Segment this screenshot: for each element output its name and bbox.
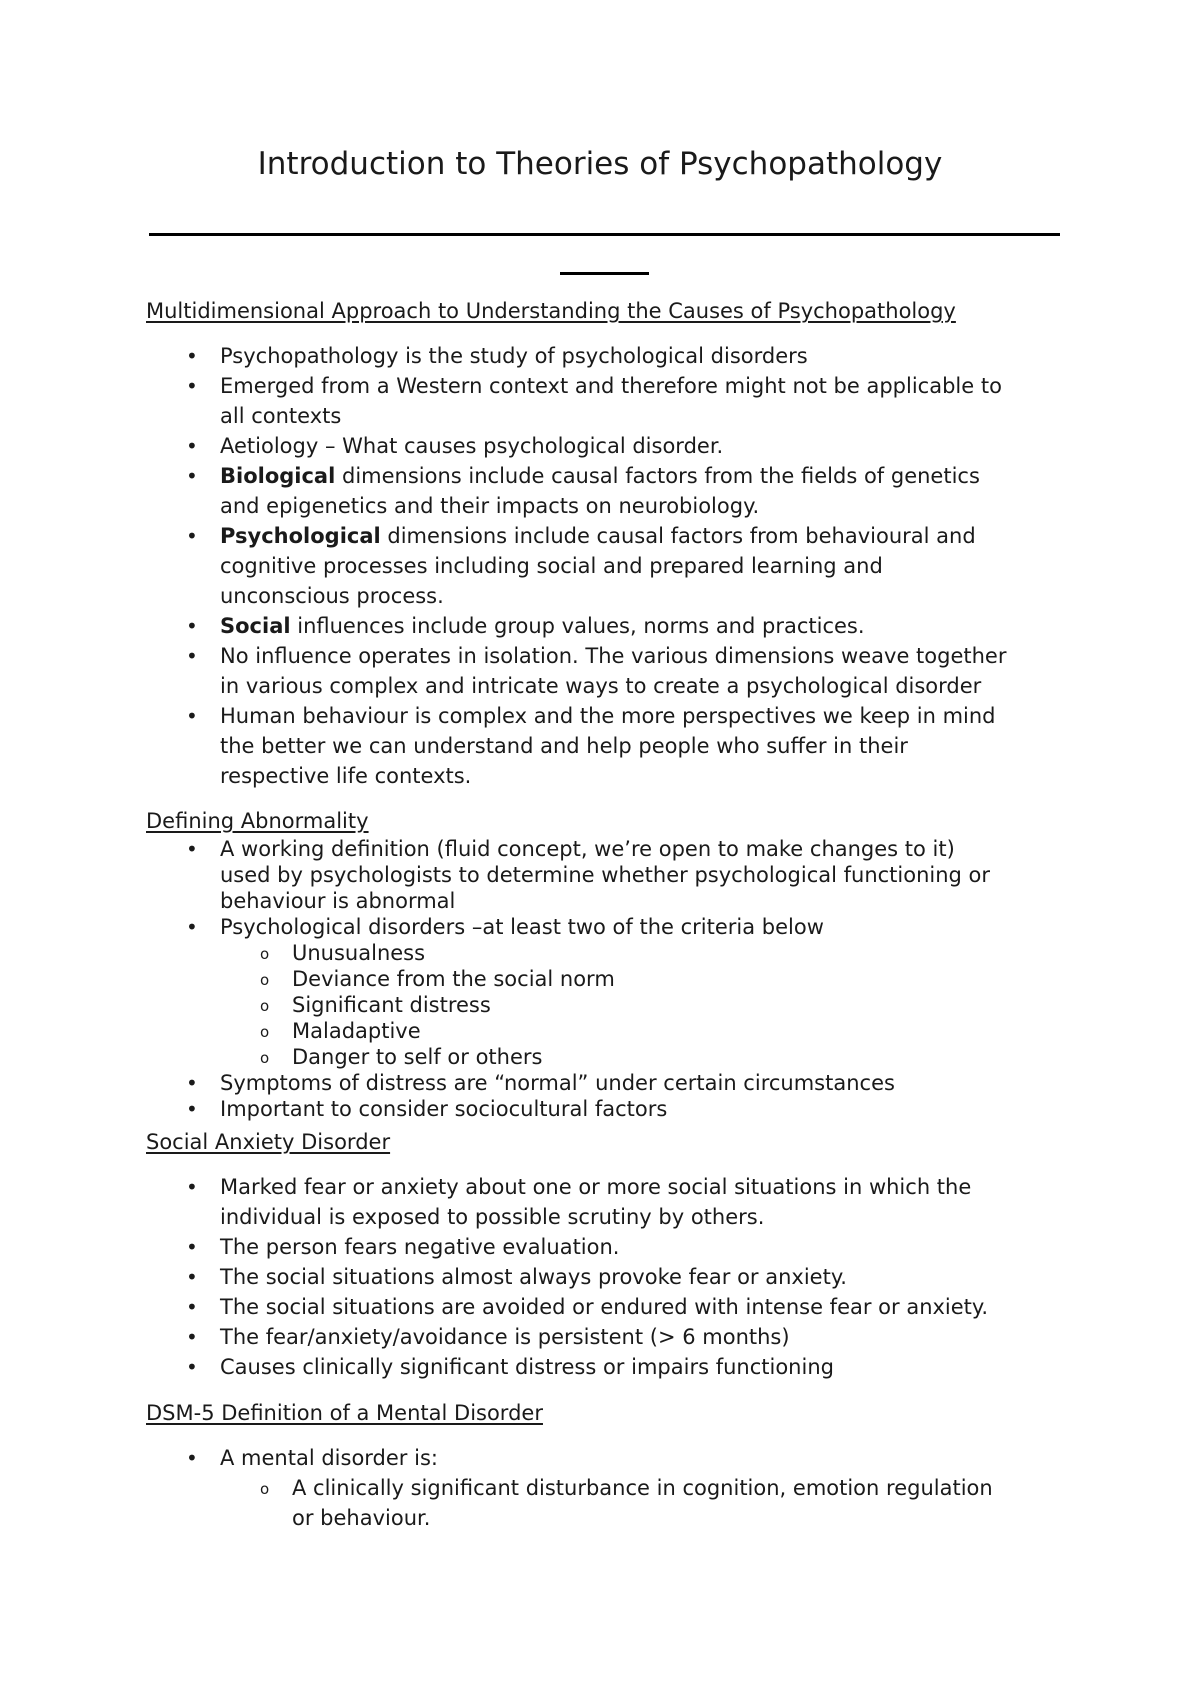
heading-defining-abnormality: Defining Abnormality — [146, 809, 369, 833]
heading-multidimensional: Multidimensional Approach to Understanding the Causes of Psychopathology — [146, 299, 956, 323]
list-item: • Marked fear or anxiety about one or more social situations in which the individual is exposed to possible scrutiny by others. — [146, 1172, 1066, 1232]
list-dsm5 — [146, 1443, 1066, 1533]
list-item: • Biological dimensions include causal factors from the fields of genetics and epigenetics and their impacts on neurobiology. — [146, 461, 1066, 521]
sub-list-item: o Unusualness — [146, 940, 1066, 966]
list-item: • Social influences include group values, norms and practices. — [146, 611, 1066, 641]
sub-list-item: o Maladaptive — [146, 1018, 1066, 1044]
list-item: • Symptoms of distress are “normal” under certain circumstances — [146, 1070, 1066, 1096]
title-rule-long — [149, 233, 1060, 236]
heading-social-anxiety: Social Anxiety Disorder — [146, 1130, 391, 1154]
list-item: • Important to consider sociocultural factors — [146, 1096, 1066, 1122]
list-item: • The fear/anxiety/avoidance is persistent (> 6 months) — [146, 1322, 1066, 1352]
list-defining-abnormality — [146, 836, 1066, 1122]
list-item: • Psychological disorders –at least two of the criteria below — [146, 914, 1066, 940]
list-item: • Causes clinically significant distress or impairs functioning — [146, 1352, 1066, 1382]
heading-dsm5: DSM-5 Definition of a Mental Disorder — [146, 1401, 543, 1425]
list-item: • Aetiology – What causes psychological disorder. — [146, 431, 1066, 461]
list-item: • Psychological dimensions include causal factors from behavioural and cognitive processes including social and prepared learning and unconscious process. — [146, 521, 1066, 611]
list-item: • The social situations almost always provoke fear or anxiety. — [146, 1262, 1066, 1292]
list-item: • Human behaviour is complex and the more perspectives we keep in mind the better we can understand and help people who suffer in their respective life contexts. — [146, 701, 1066, 791]
list-item: • Psychopathology is the study of psychological disorders — [146, 341, 1066, 371]
title-rule-short — [560, 272, 649, 275]
list-item: • The person fears negative evaluation. — [146, 1232, 1066, 1262]
list-social-anxiety — [146, 1172, 1066, 1382]
list-item: • A mental disorder is: — [146, 1443, 1066, 1473]
list-multidimensional — [146, 341, 1066, 791]
list-item: • Emerged from a Western context and therefore might not be applicable to all contexts — [146, 371, 1066, 431]
list-item: • No influence operates in isolation. The various dimensions weave together in various complex and intricate ways to create a psychological disorder — [146, 641, 1066, 701]
sub-list-item: o A clinically significant disturbance in cognition, emotion regulation or behaviour. — [146, 1473, 1066, 1533]
sub-list-item: o Deviance from the social norm — [146, 966, 1066, 992]
list-item: • The social situations are avoided or endured with intense fear or anxiety. — [146, 1292, 1066, 1322]
sub-list-item: o Danger to self or others — [146, 1044, 1066, 1070]
list-item: • A working definition (fluid concept, we’re open to make changes to it) used by psychologists to determine whether psychological functioning or behaviour is abnormal — [146, 836, 1066, 914]
document-title: Introduction to Theories of Psychopathology — [257, 146, 943, 182]
sub-list-item: o Significant distress — [146, 992, 1066, 1018]
